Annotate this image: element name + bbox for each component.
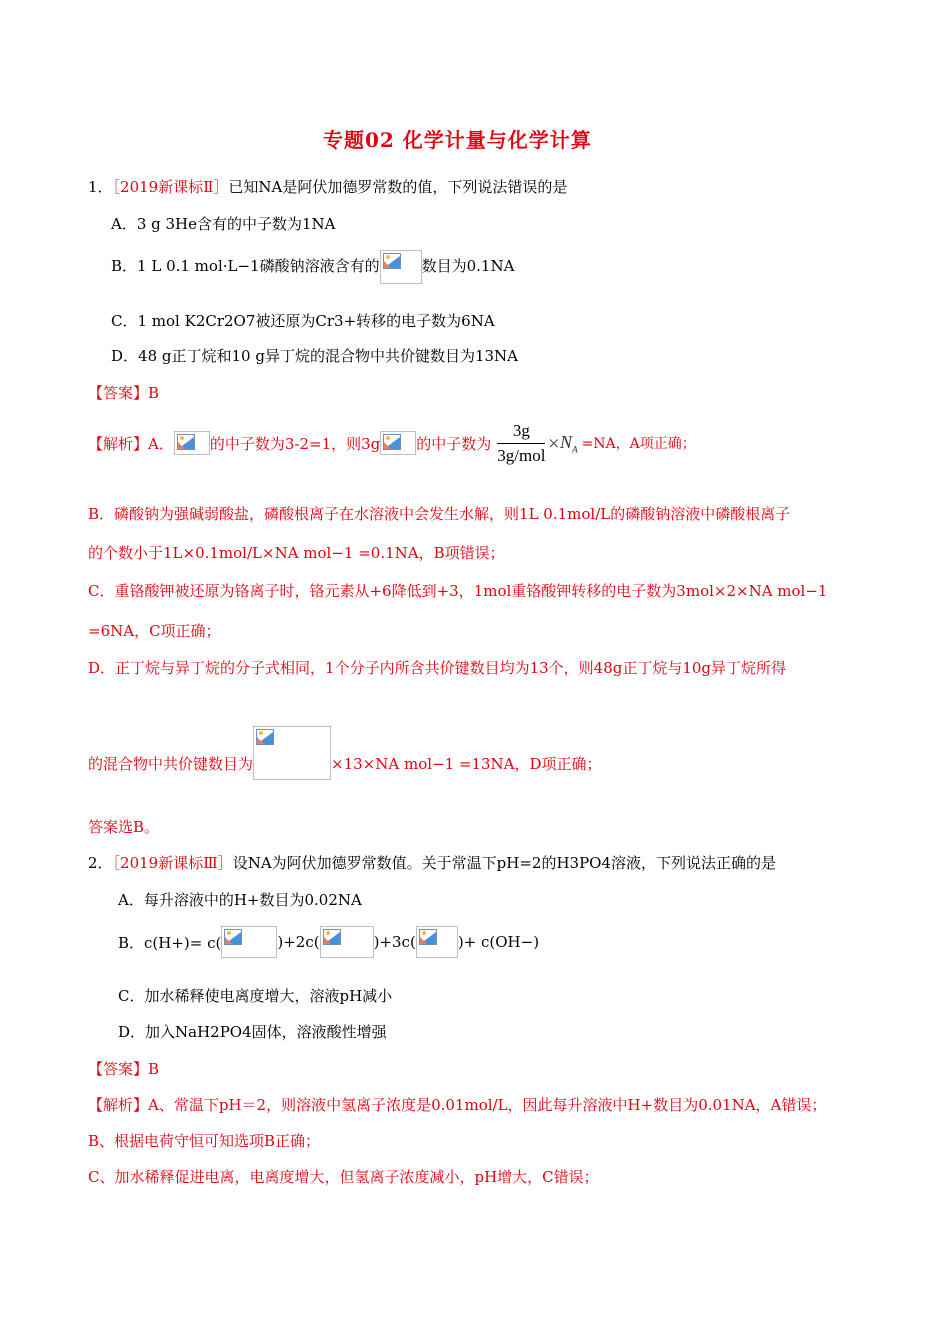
fraction-numerator: 3g (497, 421, 545, 444)
analysis-text: =NA，A项正确； (581, 436, 696, 452)
question-1-stem (88, 176, 567, 197)
fraction (497, 421, 545, 466)
avogadro-symbol (560, 432, 578, 455)
q1-analysis-b-line2: 的个数小于1L×0.1mol/L×NA mol−1 =0.1NA，B项错误； (88, 544, 505, 562)
q2-option-b (118, 926, 539, 958)
q1-analysis-b-line1: B．磷酸钠为强碱弱酸盐，磷酸根离子在水溶液中会发生水解，则1L 0.1mol/L的磷酸钠溶液中磷酸根离子 (88, 505, 791, 523)
q2-option-a: A．每升溶液中的H+数目为0.02NA (118, 891, 362, 909)
q1-option-c: C．1 mol K2Cr2O7被还原为Cr3+转移的电子数为6NA (111, 312, 495, 330)
q2-answer (88, 1058, 159, 1079)
q2-analysis-a (88, 1094, 826, 1115)
na-letter: N (560, 431, 573, 452)
question-text: 设NA为阿伏加德罗常数值。关于常温下pH=2的H3PO4溶液，下列说法正确的是 (232, 854, 777, 872)
broken-image-icon (416, 926, 458, 958)
answer-label: 【答案】 (88, 1060, 149, 1078)
analysis-text: A． (148, 434, 174, 453)
option-text: B．c(H+)= c( (118, 933, 222, 952)
q1-analysis-c-line2: =6NA，C项正确； (88, 622, 221, 640)
page-title: 专题02 化学计量与化学计算 (323, 128, 592, 152)
option-text: )+2c( (277, 933, 320, 951)
q2-option-d: D．加入NaH2PO4固体，溶液酸性增强 (118, 1023, 387, 1041)
q1-analysis-d-line1: D．正丁烷与异丁烷的分子式相同，1个分子内所含共价键数目均为13个，则48g正丁烷与10g异丁烷所得 (88, 659, 787, 677)
question-2-stem (88, 852, 776, 873)
answer-label: 【答案】 (88, 384, 149, 402)
question-source: ［2019新课标Ⅱ］ (112, 178, 229, 196)
analysis-text: 的中子数为 (416, 434, 492, 453)
analysis-text: A、常温下pH＝2，则溶液中氢离子浓度是0.01mol/L，因此每升溶液中H+数目为0.01NA，A错误； (148, 1096, 827, 1114)
option-text: )+3c( (373, 933, 416, 951)
answer-value: B (148, 1060, 160, 1078)
broken-image-icon (320, 926, 374, 958)
question-number: 2． (88, 854, 113, 872)
q2-analysis-b: B、根据电荷守恒可知选项B正确； (88, 1132, 321, 1150)
q1-option-a: A．3 g 3He含有的中子数为1NA (111, 215, 336, 233)
na-subscript: A (572, 444, 578, 455)
fraction-denominator: 3g/mol (497, 445, 546, 465)
q1-option-b-suffix: 数目为0.1NA (421, 257, 515, 275)
answer-value: B (148, 384, 160, 402)
broken-image-icon (174, 431, 210, 455)
q1-analysis-a (88, 418, 696, 468)
analysis-text: ×13×NA mol−1 =13NA，D项正确； (331, 755, 602, 773)
broken-image-icon (253, 726, 331, 780)
q1-answer (88, 382, 159, 403)
broken-image-icon (380, 431, 416, 455)
broken-image-icon (380, 250, 422, 284)
q1-analysis-c-line1: C．重铬酸钾被还原为铬离子时，铬元素从+6降低到+3，1mol重铬酸钾转移的电子数为3mol×2×NA mol−1 (88, 582, 828, 600)
analysis-label: 【解析】 (88, 434, 149, 453)
times-sign: × (547, 434, 561, 452)
option-text: )+ c(OH−) (457, 933, 540, 951)
analysis-label: 【解析】 (88, 1096, 149, 1114)
question-text: 已知NA是阿伏加德罗常数的值，下列说法错误的是 (228, 178, 568, 196)
q1-option-b (111, 250, 514, 284)
analysis-text: 的混合物中共价键数目为 (88, 755, 254, 773)
q2-analysis-c: C、加水稀释促进电离，电离度增大，但氢离子浓度减小，pH增大，C错误； (88, 1168, 599, 1186)
question-source: ［2019新课标Ⅲ］ (112, 854, 233, 872)
q1-conclusion: 答案选B。 (88, 818, 160, 836)
q1-option-d: D．48 g正丁烷和10 g异丁烷的混合物中共价键数目为13NA (111, 347, 518, 365)
question-number: 1． (88, 178, 113, 196)
q1-analysis-d-line2 (88, 726, 602, 780)
q1-option-b-text: B．1 L 0.1 mol·L−1磷酸钠溶液含有的 (111, 257, 380, 275)
analysis-text: 的中子数为3-2=1，则3g (209, 434, 381, 453)
q2-option-c: C．加水稀释使电离度增大，溶液pH减小 (118, 987, 393, 1005)
broken-image-icon (221, 926, 277, 958)
